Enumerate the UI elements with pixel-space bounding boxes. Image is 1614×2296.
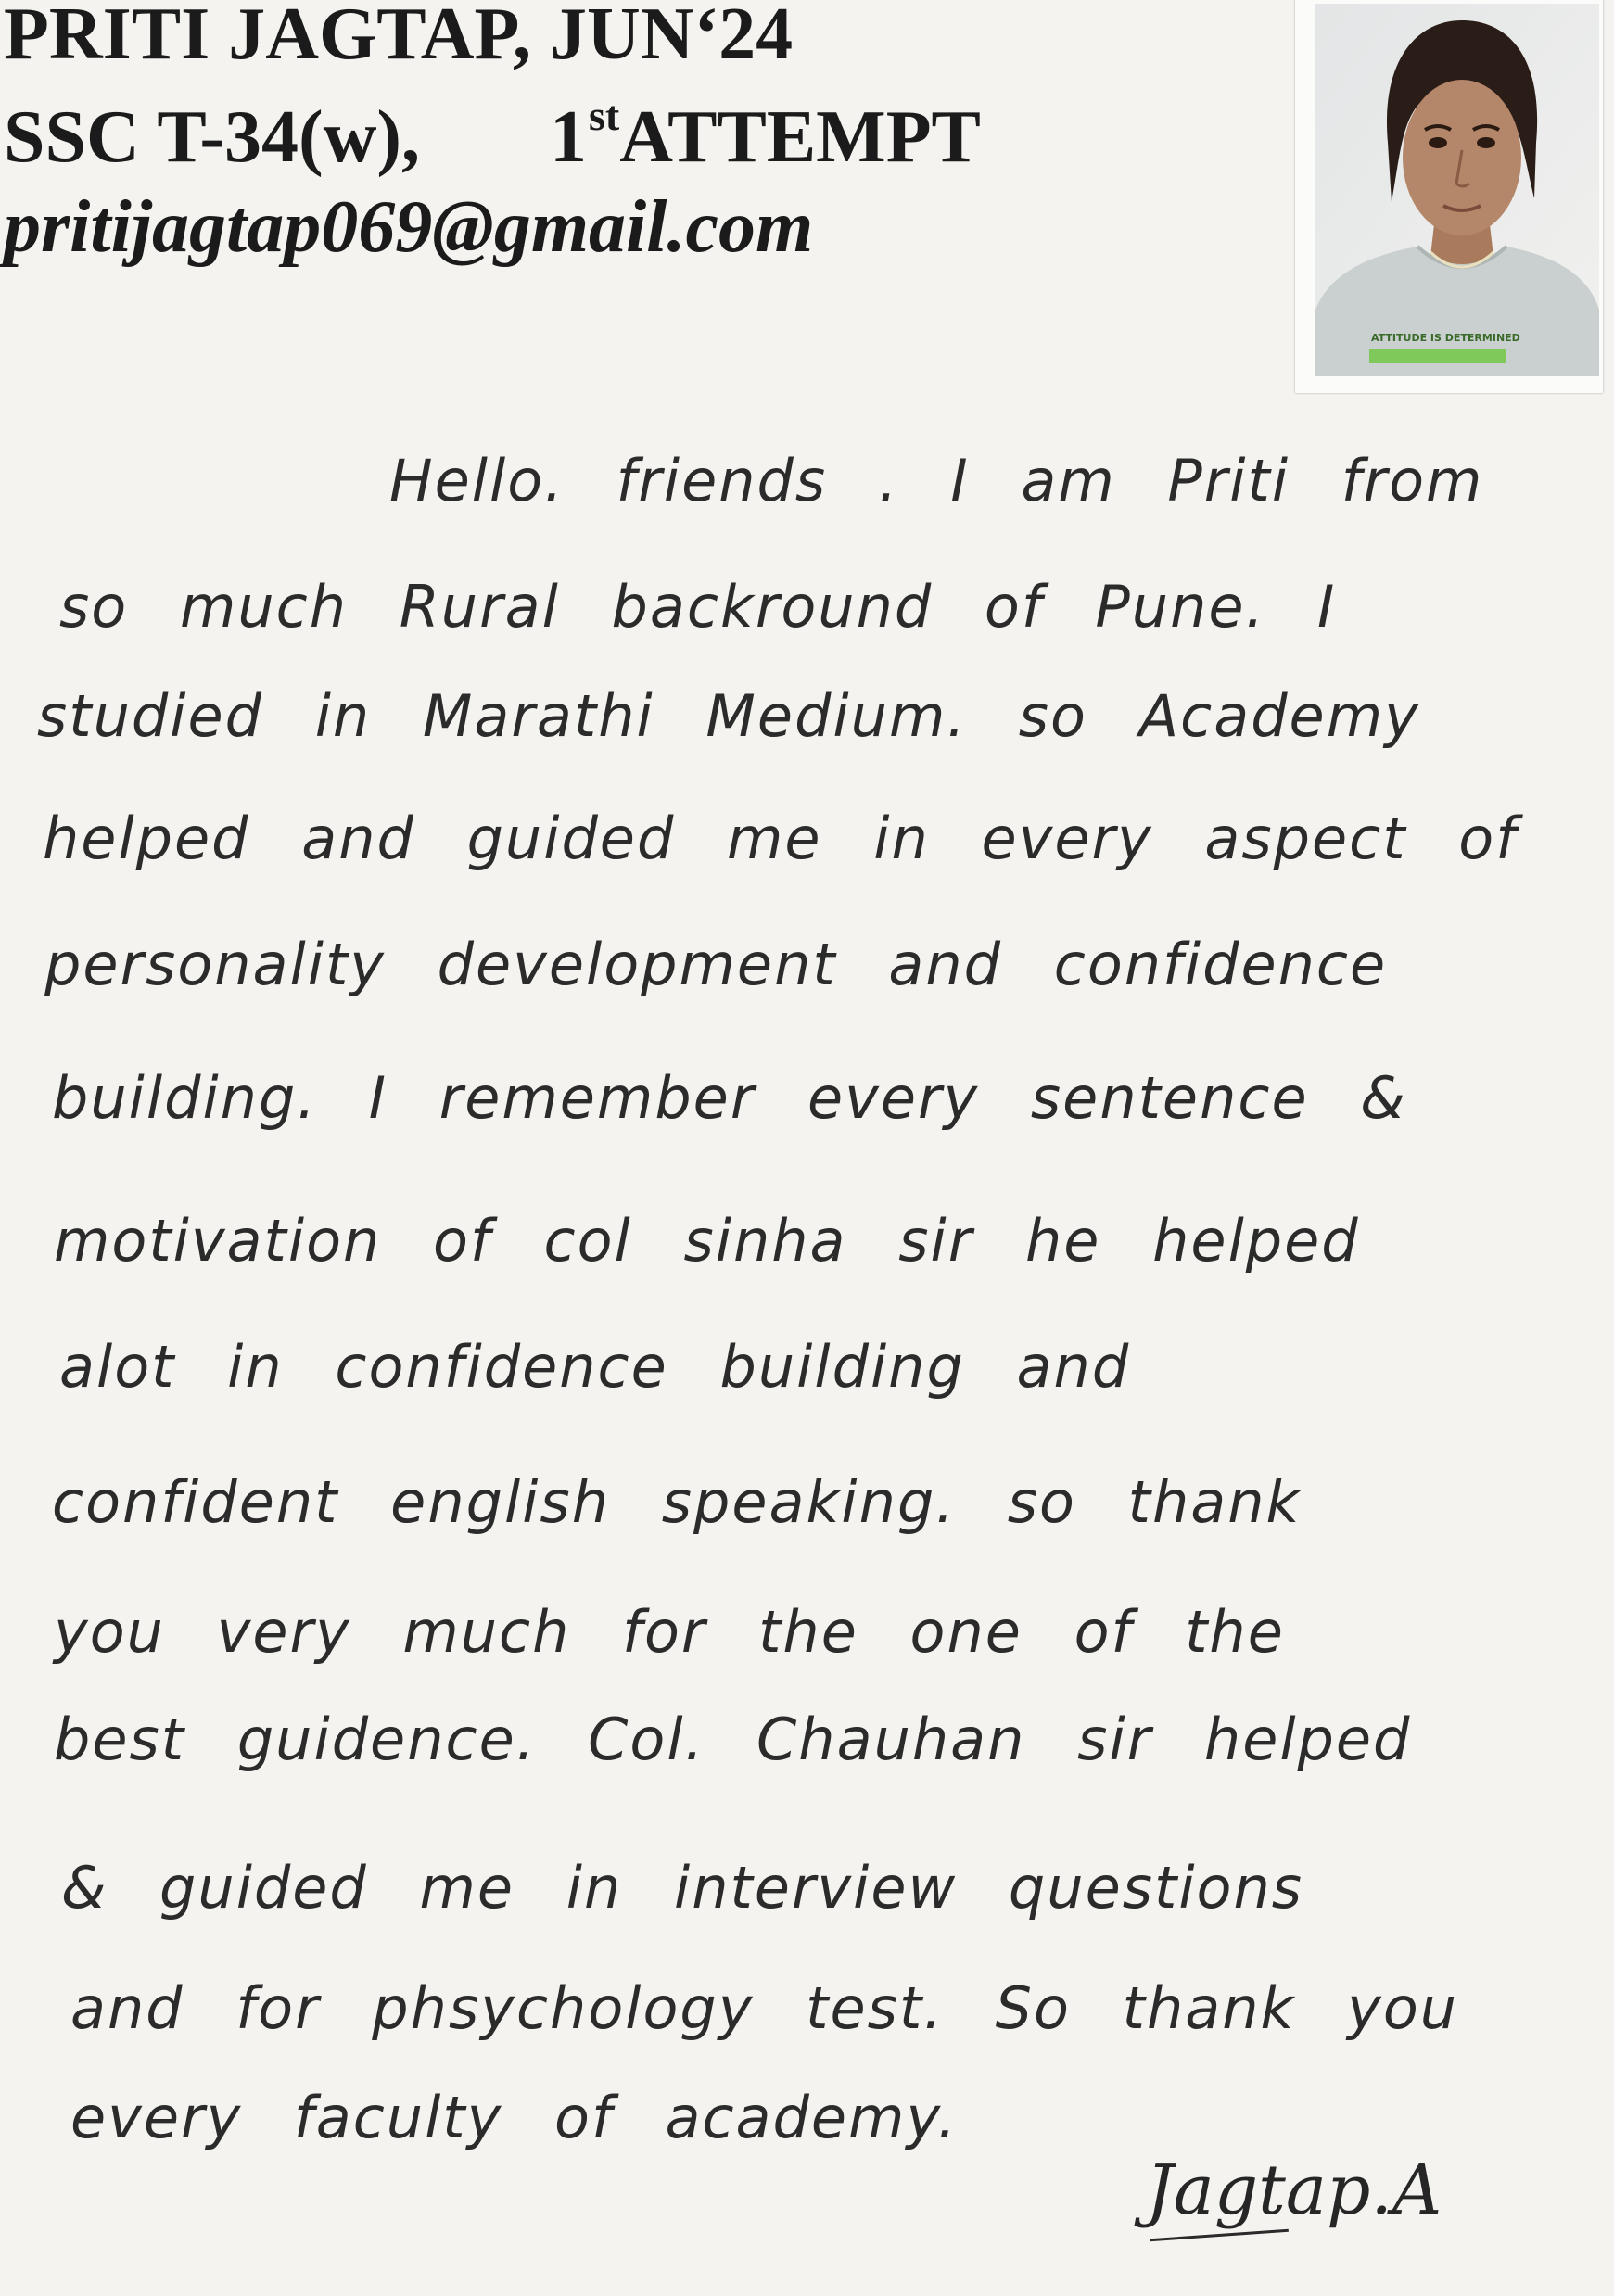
letter-line: building. I remember every sentence & [52,1064,1407,1132]
letter-line: helped and guided me in every aspect of [43,805,1519,872]
letter-line: best guidence. Col. Chauhan sir helped [54,1706,1412,1773]
letter-line: Hello. friends . I am Priti from [389,447,1484,514]
candidate-name-line: PRITI JAGTAP, JUN‘24 [4,0,794,75]
letter-line: motivation of col sinha sir he helped [54,1207,1360,1275]
shirt-print-text: ATTITUDE IS DETERMINED [1371,332,1520,344]
signature: Jagtap.A [1146,2150,1442,2230]
course-label: SSC T-34(w), [4,96,421,178]
letter-line: you very much for the one of the [54,1598,1285,1666]
letter-line: confident english speaking. so thank [52,1468,1302,1536]
letter-line: so much Rural backround of Pune. I [59,573,1337,641]
letter-line: alot in confidence building and [59,1333,1131,1401]
attempt-ordinal: st [589,92,620,139]
letter-line: studied in Marathi Medium. so Academy [37,682,1420,750]
email-line: pritijagtap069@gmail.com [4,186,814,268]
attempt-number: 1 [550,96,588,178]
letter-line: every faculty of academy. [70,2084,959,2151]
attempt-word: ATTEMPT [619,96,981,178]
letter-line: and for phsychology test. So thank you [70,1974,1459,2042]
letter-line: & guided me in interview questions [61,1854,1304,1922]
letter-line: personality development and confidence [44,931,1388,998]
